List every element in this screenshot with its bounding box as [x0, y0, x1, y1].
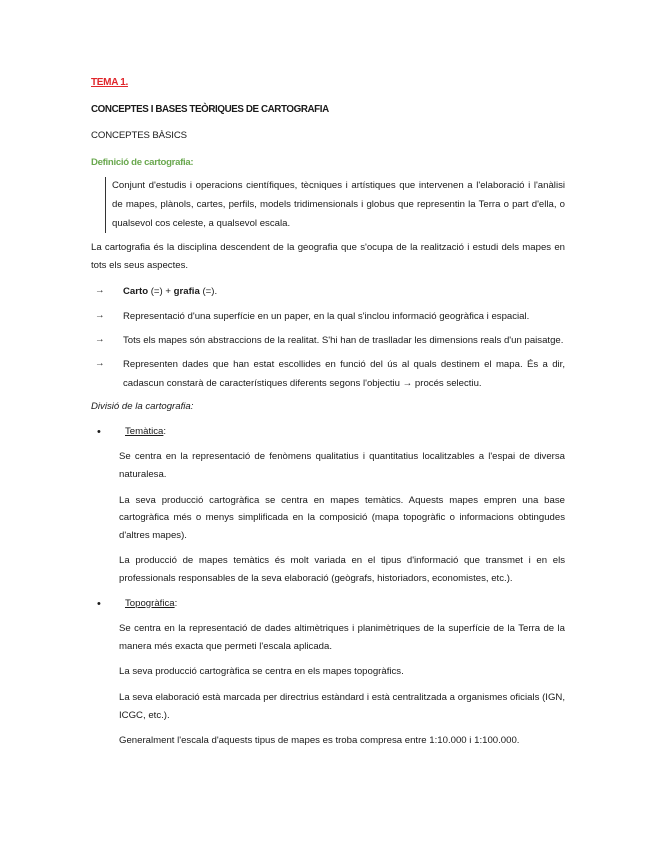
tematica-paragraph-3: La producció de mapes temàtics és molt variada en el tipus d'informació que transmet i en els professionals responsables de la seva elaboració (geògrafs, historiadors, economistes, etc.). — [119, 555, 565, 584]
arrow-list — [91, 283, 565, 393]
section-subtitle: CONCEPTES BÀSICS — [91, 130, 187, 142]
arrow-item-2 — [91, 308, 565, 326]
arrow-icon: → — [95, 333, 105, 345]
topografica-paragraph-1: Se centra en la representació de dades altimètriques i planimètriques de la superfície de la Terra de la manera més exacta que permeti l'escala aplicada. — [119, 623, 565, 652]
tematica-paragraph-1: Se centra en la representació de fenòmens qualitatius i quantitatius localitzables a l'espai de diversa naturalesa. — [119, 451, 565, 480]
topografica-paragraph-4: Generalment l'escala d'aquests tipus de mapes es troba compresa entre 1:10.000 i 1:100.000. — [119, 735, 520, 747]
page-title: CONCEPTES I BASES TEÒRIQUES DE CARTOGRAFIA — [91, 103, 329, 115]
topografica-colon: : — [174, 597, 178, 609]
grafia-term: grafia — [173, 286, 200, 298]
arrow-item-1 — [91, 283, 565, 301]
topografica-paragraph-2: La seva producció cartogràfica se centra en els mapes topogràfics. — [119, 666, 404, 678]
arrow-item-4 — [91, 356, 565, 393]
bullet-heading — [125, 596, 177, 613]
intro-paragraph: La cartografia és la disciplina descendent de la geografia que s'ocupa de la realització i estudi dels mapes en tots els seus aspectes. — [91, 242, 565, 272]
arrow-item-text: Representació d'una superfície en un paper, en la qual s'inclou informació geogràfica i espacial. — [123, 310, 530, 322]
bullet-icon: • — [97, 425, 101, 438]
topografica-label: Topogràfica — [125, 597, 175, 609]
tematica-colon: : — [163, 425, 167, 437]
arrow-icon: → — [95, 358, 105, 370]
arrow-item-3 — [91, 332, 565, 350]
arrow-icon: → — [95, 309, 105, 321]
bullet-topografica — [91, 596, 565, 613]
bullet-icon: • — [97, 597, 101, 610]
arrow-icon: → — [95, 285, 105, 297]
definition-heading: Definició de cartografia: — [91, 156, 194, 168]
arrow-item-text: Tots els mapes són abstraccions de la realitat. S'hi han de traslladar les dimensions reals d'un paisatge. — [123, 334, 564, 346]
tema-heading: TEMA 1. — [91, 77, 128, 88]
grafia-meaning: (=). — [199, 286, 218, 298]
bullet-tematica — [91, 424, 565, 441]
bullet-heading — [125, 424, 166, 441]
definition-quote: Conjunt d'estudis i operacions científiques, tècniques i artístiques que intervenen a l'elaboració i l'anàlisi de mapes, plànols, cartes, perfils, models tridimensionals i globus que representin la Terra o part d'ella, o qualsevol cos celeste, a qualsevol escala. — [105, 177, 565, 233]
tematica-paragraph-2: La seva producció cartogràfica se centra en mapes temàtics. Aquests mapes empren una base cartogràfica més o menys simplificada en la composició (mapa topogràfic o informacions obtingudes d'altres mapes). — [119, 494, 565, 541]
arrow-item-text — [123, 283, 565, 301]
topografica-paragraph-3: La seva elaboració està marcada per directrius estàndard i està centralitzada a organismes oficials (IGN, ICGC, etc.). — [119, 691, 565, 721]
arrow-item-text: Representen dades que han estat escollides en funció del ús al quals destinem el mapa. És a dir, cadascun constarà de característiques diferents segons l'objectiu → procés selectiu. — [123, 359, 565, 389]
carto-term: Carto — [123, 286, 149, 298]
tematica-label: Temàtica — [125, 425, 164, 437]
division-heading: Divisió de la cartografia: — [91, 401, 194, 413]
carto-meaning: (=) + — [148, 286, 174, 298]
document-content — [91, 75, 565, 750]
